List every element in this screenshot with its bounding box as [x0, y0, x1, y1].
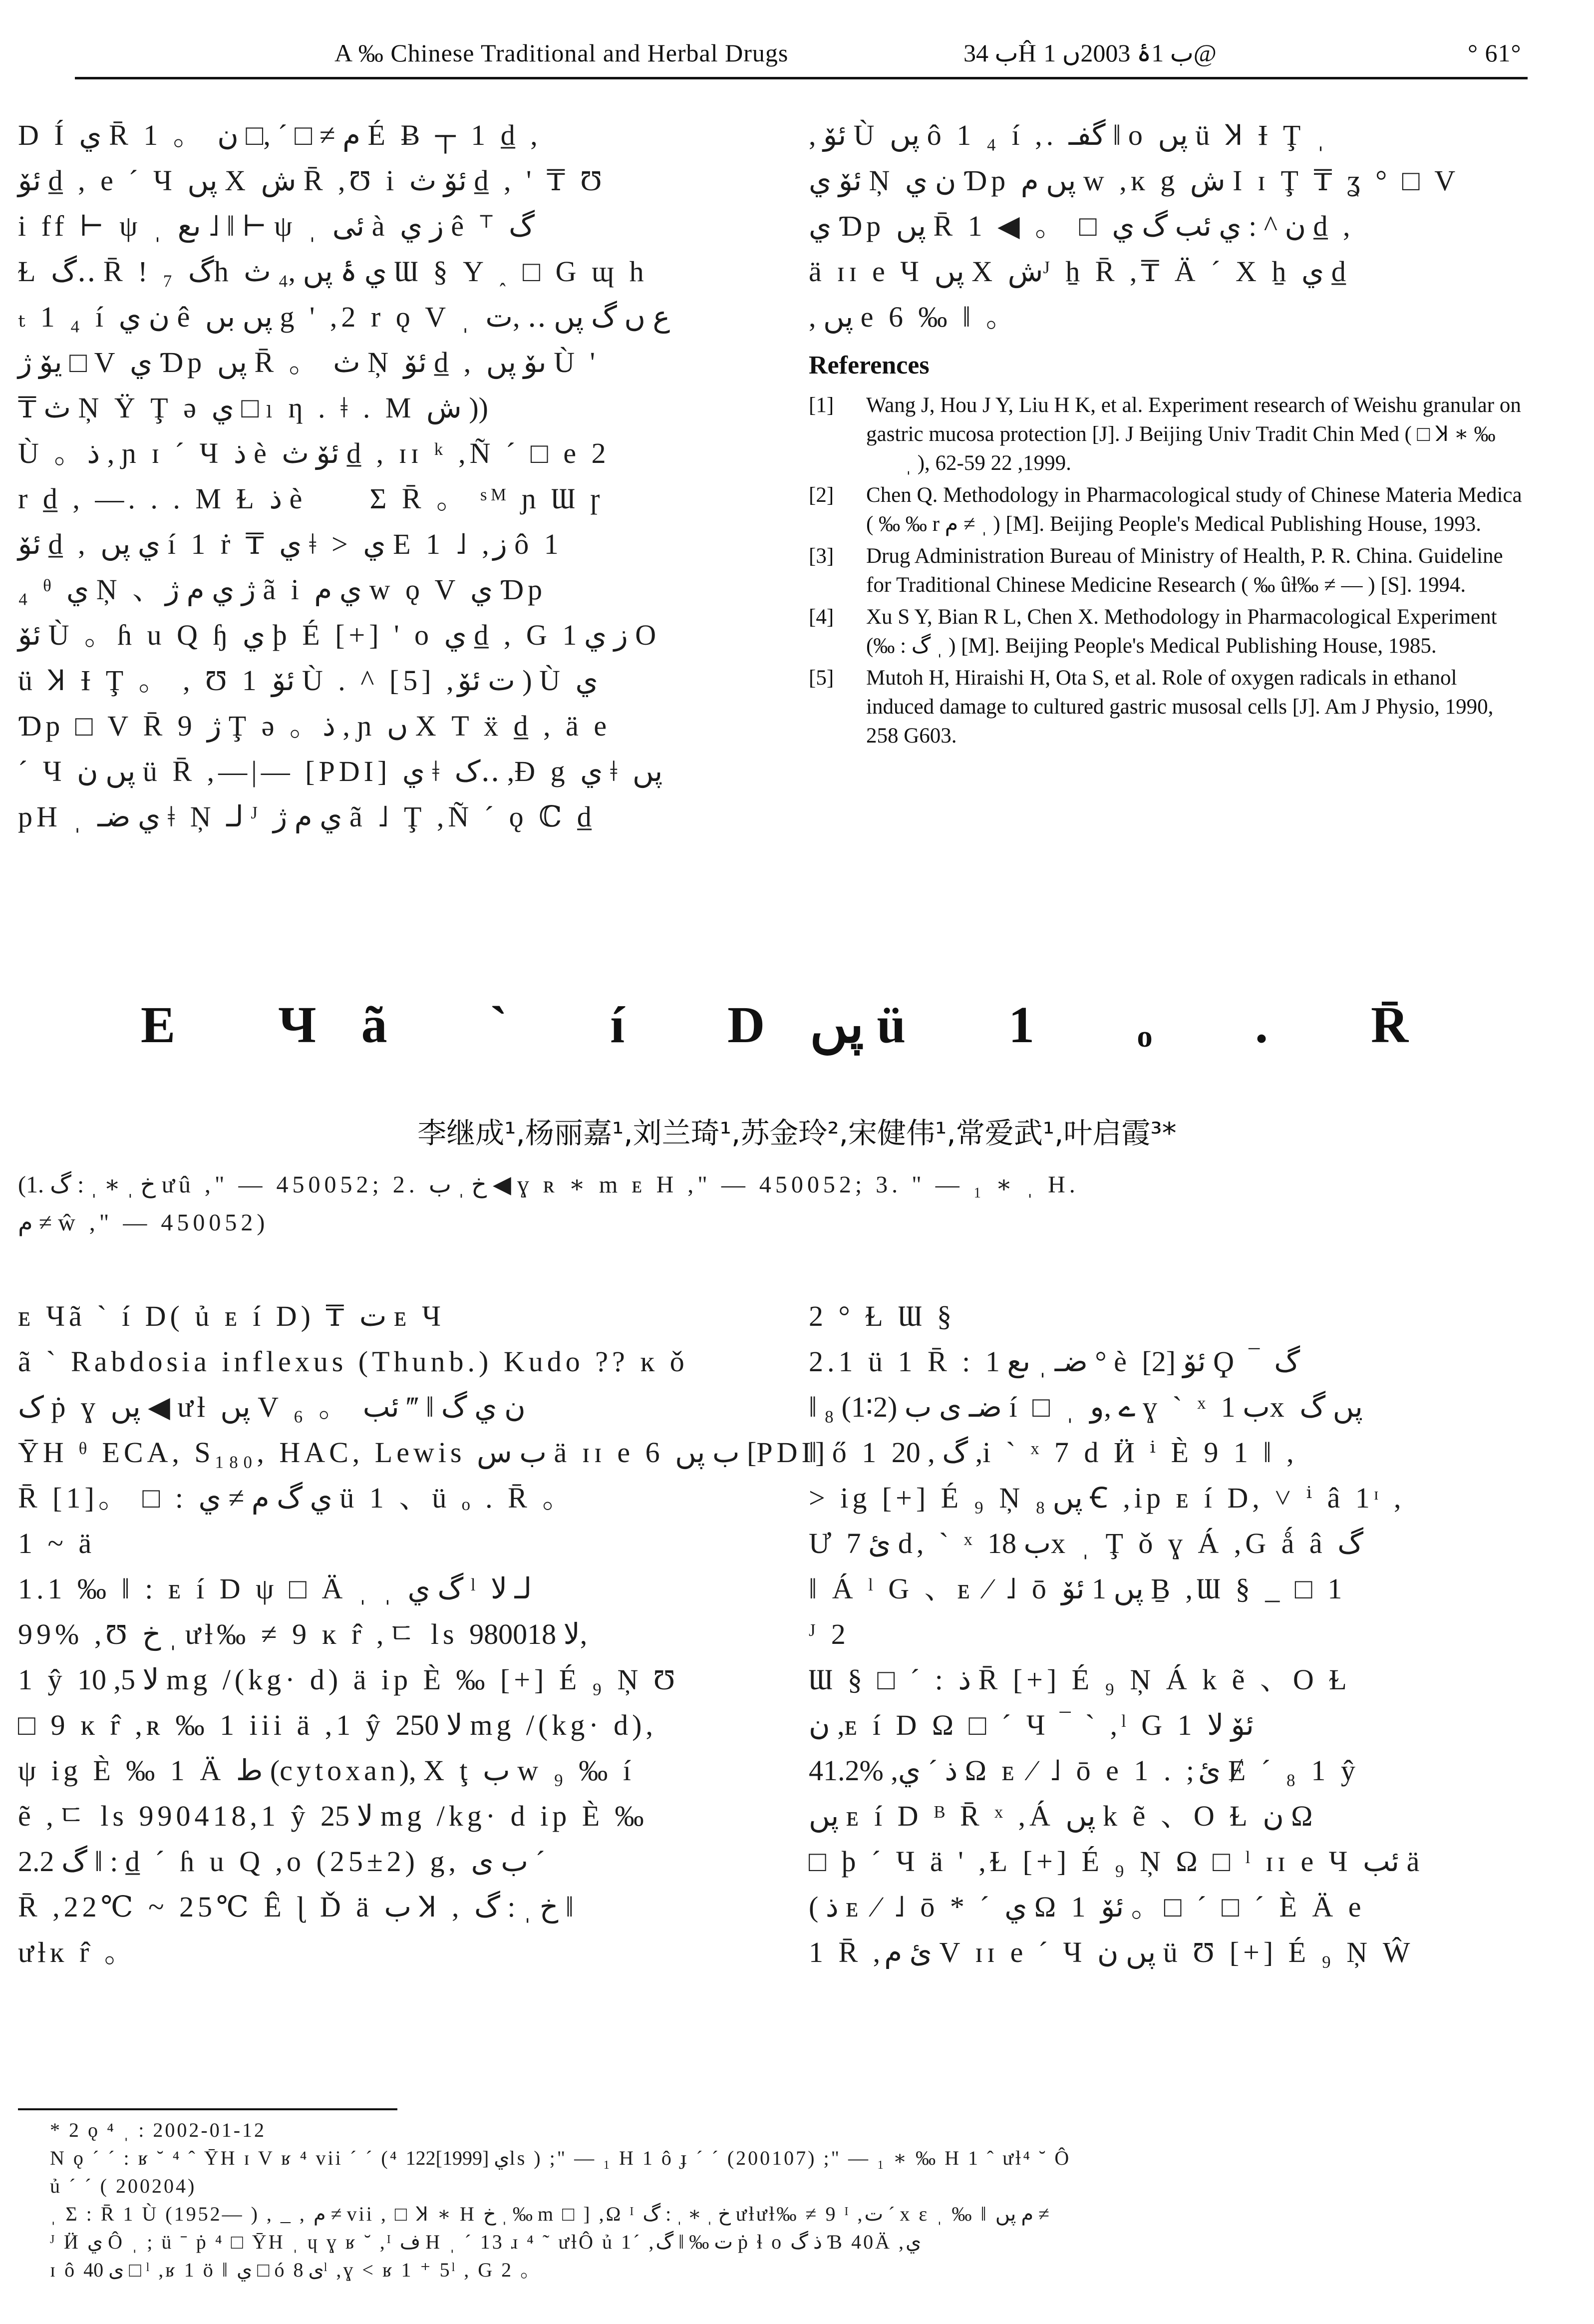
- text-line: , پں e 6 ‰ ‖ 。: [809, 301, 1019, 333]
- text-line: ‖ ő 1 گ , 20 ,i ` ˣ 7 d Ӥ ⁱ È 9 1 ‖ ,: [809, 1436, 1298, 1469]
- text-line: □ 9 ĸ r̂ ,ʀ ‰ 1 iii ä ,1 ŷ ﻻ 250 mg /(kg· d),: [18, 1709, 657, 1741]
- text-line: □ ϸ ´ Ч ä ' ,Ɫ [+] É ₉ Ņ Ω □ ˡ ɪɪ e Ч ئب ä: [809, 1845, 1424, 1878]
- text-line: , ئۆ Ù پں ô 1 ₄ í ,. گفـ ‖ o پں ü Ʞ Ɨ Ţ ˌ: [809, 119, 1330, 151]
- text-line: R̄ [1]。 □ : ي گ م ≠ ي ü 1 、ü ₒ . R̄ 。: [18, 1482, 576, 1514]
- header-journal: A ‰ Chinese Traditional and Herbal Drugs: [334, 39, 789, 67]
- reference-text: Xu S Y, Bian R L, Chen X. Methodology in Pharmacological Experiment (‰ : گ ˌ ) [M]. Beijing People's Medical Publishing House, 1985.: [866, 605, 1497, 658]
- text-line: i ff ⊢ ψ ˌ ںع ˩ ‖ ⊢ ψ ˌ ئى à ز ي ê ⸆ گ: [18, 210, 535, 242]
- text-line: ₄ ᶿ ي Ņ 、ژ ي م ژ ã i ي م w ǫ V ي Ɗp: [18, 573, 547, 606]
- text-line: Ɗp □ V R̄ 9 ژ Ţ ǝ 。ذ , ɲ ں Χ T ẍ d̲ , ä e: [18, 710, 611, 742]
- text-line: Ɯ § □ ´ : ذ R̄ [+] É ₉ Ņ Á k ẽ 、O Ɫ: [809, 1663, 1351, 1696]
- text-line: * 2 ǫ ⁴ ˌ : 2002-01-12: [50, 2119, 267, 2141]
- text-line: ɪ ô ى 40 □ ˡ ,ʁ 1 ö ‖ ي □ ó ى 8ˡ ,ɣ ˂ ʁ 1 ⁺ 5ˡ , G 2 。: [50, 2259, 543, 2281]
- text-line: 2.2 گ ‖ : d̲ ´ ɦ u Q ,o (25±2) g, ب ى ´: [18, 1845, 545, 1878]
- text-line: 1.1 ‰ ‖ : ᴇ í D ψ □ Ä ˌ ˌ گ ي ˡ لـ ﻻ: [18, 1572, 532, 1605]
- text-line: ủ ´ ´ ( 200204): [50, 2175, 197, 2197]
- text-line: ‖ Á ˡ G 、ᴇ ⁄ ˩ ō پں 1 ئۆ Ḇ ,Ɯ § _ □ 1: [809, 1572, 1346, 1605]
- reference-text: Wang J, Hou J Y, Liu H K, et al. Experiment research of Weishu granular on gastric mucosa protection [J]. J Beijing Univ Tradit Chin Med ( □ Ʞ ∗ ‰ جۖ ˌ ), 1999, 22 59-62.: [866, 393, 1521, 475]
- text-line: 2.1 ü 1 R̄ : ضـ ˌ ںع 1 ° è ئۆ [2] Ϙ ‾ گ: [809, 1345, 1300, 1378]
- text-line: ã ` Rabdosia inflexus (Thunb.) Kudo ?? ĸ ǒ: [18, 1345, 688, 1378]
- reference-number: [1]: [809, 393, 834, 417]
- text-line: ẽ ,ㄷ ls 990418,1 ŷ ﻻ 25 mg /kg· d ip È ‰: [18, 1800, 648, 1832]
- text-line: ₸ ث Ņ Ÿ Ţ ǝ ي □ ₗ ƞ . ǂ . M ش )): [18, 391, 488, 424]
- prev-article-right-column: [809, 112, 1528, 751]
- reference-item: [809, 603, 1528, 661]
- text-line: ‖ ضـ ى ب (2∶1) ₈ í □ ˌ ے ,و ɣ ` ˣ ب 1x پں گ: [809, 1391, 1363, 1423]
- text-line: ´ Ч پں ن ü R̄ ,—|— [PDI] ي ǂ ک‥ ,Ɖ g ي ǂ پں: [18, 755, 663, 787]
- text-line: D Í ي R̄ 1 。 م ≠ □ ´ ,□ ن É Ƀ ┬ 1 d̲ ,: [18, 119, 542, 151]
- running-header: [75, 29, 1528, 77]
- text-line: Ù 。ذ , ɲ ɪ ´ Ч ذ è ئۆ ث d̲ , ɪɪ ᵏ ,Ñ ´ □ e 2: [18, 437, 610, 469]
- header-page-number: ° 61°: [1468, 39, 1522, 67]
- text-line: ئۆ d̲ , ي پں í 1 ṙ ₸ ي ǂ > ي E 1 ˩ ,ز ô 1: [18, 528, 563, 560]
- header-rule: [75, 77, 1528, 79]
- reference-number: [3]: [809, 544, 834, 568]
- prev-article-left-column: [18, 112, 772, 839]
- text-line: ᴇ Чã ` í D( ủ ᴇ í D) ₸ ت ᴇ Ч: [18, 1300, 445, 1332]
- text-line: 1 ŷ ﻻ 5, 10 mg /(kg· d) ä ip È ‰ [+] É ₉ Ņ Ʊ: [18, 1663, 679, 1696]
- text-line: 41.2% ,ذ ´ ي Ω ᴇ ⁄ ˩ ō e 1 . ;ئ Ɇ ´ ₈ 1 ŷ: [809, 1754, 1359, 1787]
- footnote-rule: [18, 2108, 397, 2110]
- text-line: ψ ig È ‰ 1 Ä ط (cytoxan), Χ ţ ب w ₉ ‰ í: [18, 1754, 635, 1787]
- text-line: > ig [+] É ₉ Ņ پں ₈ Ꞓ ,ip ᴇ í D, ˅ ⁱ â 1ᶦ ,: [809, 1482, 1405, 1514]
- article-title: E Чã ` í Dپں ü 1 ₒ . R̄: [140, 996, 1454, 1054]
- text-line: ₜ 1 ₄ í ن ي ê پں بں g ' ,2 r ǫ V ˌ ع ں گ پں ‥ ,ت: [18, 301, 670, 333]
- text-line: (1. خ ˌ ∗ ˌ : گ ưû ," — 450052; 2. خ ˌ ب ◀ ɣ ʀ ∗ m ᴇ H ," — 450052; 3. " — ₁ ∗ ˌ H.: [18, 1171, 1079, 1198]
- text-line: ᴶ 2: [809, 1618, 850, 1650]
- reference-item: [809, 391, 1528, 478]
- article-right-column: [809, 1293, 1528, 1975]
- reference-text: Mutoh H, Hiraishi H, Ota S, et al. Role of oxygen radicals in ethanol induced damage to cultured gastric musosal cells [J]. Am J Physio, 1990, 258 G603.: [866, 666, 1494, 748]
- text-line: 1 R̄ ,ئ م V ɪɪ e ´ Ч پں ن ü Ʊ [+] É ₉ Ņ Ŵ: [809, 1936, 1414, 1968]
- text-line: ئۆ ي Ņ ن ي Ɗp پں م w ,ĸ g ش I ɪ Ţ ₸ ʓ ° □ V: [809, 164, 1460, 197]
- text-line: ي Ɗp پں R̄ 1 ◀ 。 □ ن ^ : ي ئب گ ي d̲ ,: [809, 210, 1354, 242]
- text-line: ä ɪɪ e Ч پں X شᴶ ẖ R̄ ,₸ Ä ´ Χ ẖ ي d̲: [809, 255, 1350, 288]
- text-line: ئۆ d̲ , e ´ Ч پں X ش R̄ ,Ʊ i ئۆ ث d̲ , ' ₸ Ʊ: [18, 164, 606, 197]
- text-line: ن ,ᴇ í D Ω □ ´ Ч ‾ ` ,ˡ G 1 ئۆ ﻻ: [809, 1709, 1254, 1741]
- text-line: ᴶ Ӥ ي Ô ˌ ; ü ˉ ṗ ⁴ □ ῩH ˌ ɥ ɣ ʁ ˘ ,ᴵ ف H ˌ ´ 13 ɹ ⁴ ˜ ưƚÔ ủ 1´ ,ت ‰ ‖ گ ṗ ɬ o ذ گ Ɓ 40Ä ,ي: [50, 2231, 922, 2253]
- text-line: Ư ئ 7 d, ` ˣ ب 18x ˌ Ţ ǒ ɣ Á ,G ǻ â گ: [809, 1527, 1364, 1559]
- reference-text: Chen Q. Methodology in Pharmacological study of Chinese Materia Medica ( ‰ ‰ r م ≠ ˌ ) [M]. Beijing People's Medical Publishing House, 1993.: [866, 483, 1522, 536]
- text-line: pH ˌ ي ضـ ǂ Ņ لـ ᴶ ي م ژ ã ˩ Ţ ,Ñ ´ ǫ ℂ d̲: [18, 800, 596, 833]
- references-heading: References: [809, 351, 930, 380]
- text-line: 1 ~ ä: [18, 1527, 96, 1559]
- text-line: ( ذ ᴇ ⁄ ˩ ō * ´ ي Ω 1 ئۆ 。□ ´ □ ´ È Ä e: [809, 1891, 1365, 1923]
- reference-number: [4]: [809, 605, 834, 629]
- reference-text: Drug Administration Bureau of Ministry of Health, P. R. China. Guideline for Traditional Chinese Medicine Research ( ‰ ûƚ‰ ≠ — ) [S]. 1994.: [866, 544, 1503, 597]
- text-line: يۆ ژ □ V ي Ɗp پں R̄ 。 ث Ņ ئۆ d̲ , ںۆ پں Ù ': [18, 346, 600, 379]
- text-line: r d̲ , —. . . M Ɫ ذ è جۖ Σ R̄ 。 ˢᴹ ɲ Ɯ ɼ: [18, 482, 604, 515]
- footnotes: [50, 2116, 1528, 2284]
- text-line: Ɫ گ‥ R̄ ! ₇ گh ي ۂ پں ,₄ ث Ɯ § Υ ˰ □ G ɰ h: [18, 255, 648, 288]
- text-line: پں ᴇ í D ᴮ R̄ ˣ ,Á پں k ẽ 、O Ɫ ن Ω: [809, 1800, 1317, 1832]
- prev-article-tail-text: [809, 112, 1528, 340]
- text-line: م ≠ ŵ ," — 450052): [18, 1209, 269, 1236]
- text-line: ü Ʞ Ɨ Ţ 。 , Ʊ 1 ئۆ Ù . ^ [5] ,ت ئۆ ) Ù ي: [18, 664, 598, 697]
- text-line: ˌ Σ : R̄ 1 Ù (1952— ) , _ , م ≠ vii , □ Ʞ ∗ H خ ˌ ‰ m □ ] ,Ω ᴵ خ ˌ ∗ ˌ : گ ưƚưƚ‰ ≠ 9 ᴵ ,ت ´ x ε ˌ ‰ ‖ م پں ≠: [50, 2203, 1050, 2225]
- text-line: ῩH ᶿ ECA, S₁₈₀, HAC, Lewis ب س ä ɪɪ e 6 ب پں [PDI]: [18, 1436, 825, 1469]
- text-line: R̄ ,22℃ ~ 25℃ Ê ɭ Ď ä ب Ʞ , خ ˌ : گ ‖: [18, 1891, 574, 1923]
- text-line: 99% ,Ʊ خ ˌ ưƚ‰ ≠ 9 ĸ r̂ ,ㄷ ls ﻻ 980018,: [18, 1618, 588, 1650]
- reference-item: [809, 542, 1528, 600]
- reference-number: [2]: [809, 483, 834, 507]
- text-line: ک ṗ ɣ پں ◀ ưƚ پں V ₆ 。 ن ي گ ‖ ‴ ئب: [18, 1391, 526, 1423]
- text-line: ưƚĸ r̂ 。: [18, 1936, 137, 1968]
- article-authors: 李继成¹,杨丽嘉¹,刘兰琦¹,苏金玲²,宋健伟¹,常爱武¹,叶启霞³*: [417, 1116, 1177, 1150]
- references-list: [809, 391, 1528, 751]
- reference-item: [809, 481, 1528, 539]
- text-line: 2 ° Ɫ Ɯ §: [809, 1300, 956, 1332]
- text-line: ئۆ Ù 。ɦ u Q ɧ ي ϸ É [+] ' o ي d̲ , G ز ي 1 O: [18, 619, 660, 651]
- text-line: N ǫ ´ ´ : ʁ ˘ ⁴ ˆ ῩH ɪ V ʁ ⁴ vii ´ ´ (⁴ ي [1999]122ls ) ;" — ₁ H 1 ô ɟ ´ ´ (200107) ;" — ₁ ∗ ‰ H 1 ˆ ưƚ⁴ ˘ Ô: [50, 2147, 1071, 2169]
- reference-item: [809, 664, 1528, 751]
- author-affiliations: [18, 1166, 1531, 1242]
- article-left-column: [18, 1293, 825, 1975]
- reference-number: [5]: [809, 666, 834, 690]
- header-issue: ب 34Ĥ ب 1ۂ 2003ں 1@: [963, 39, 1217, 67]
